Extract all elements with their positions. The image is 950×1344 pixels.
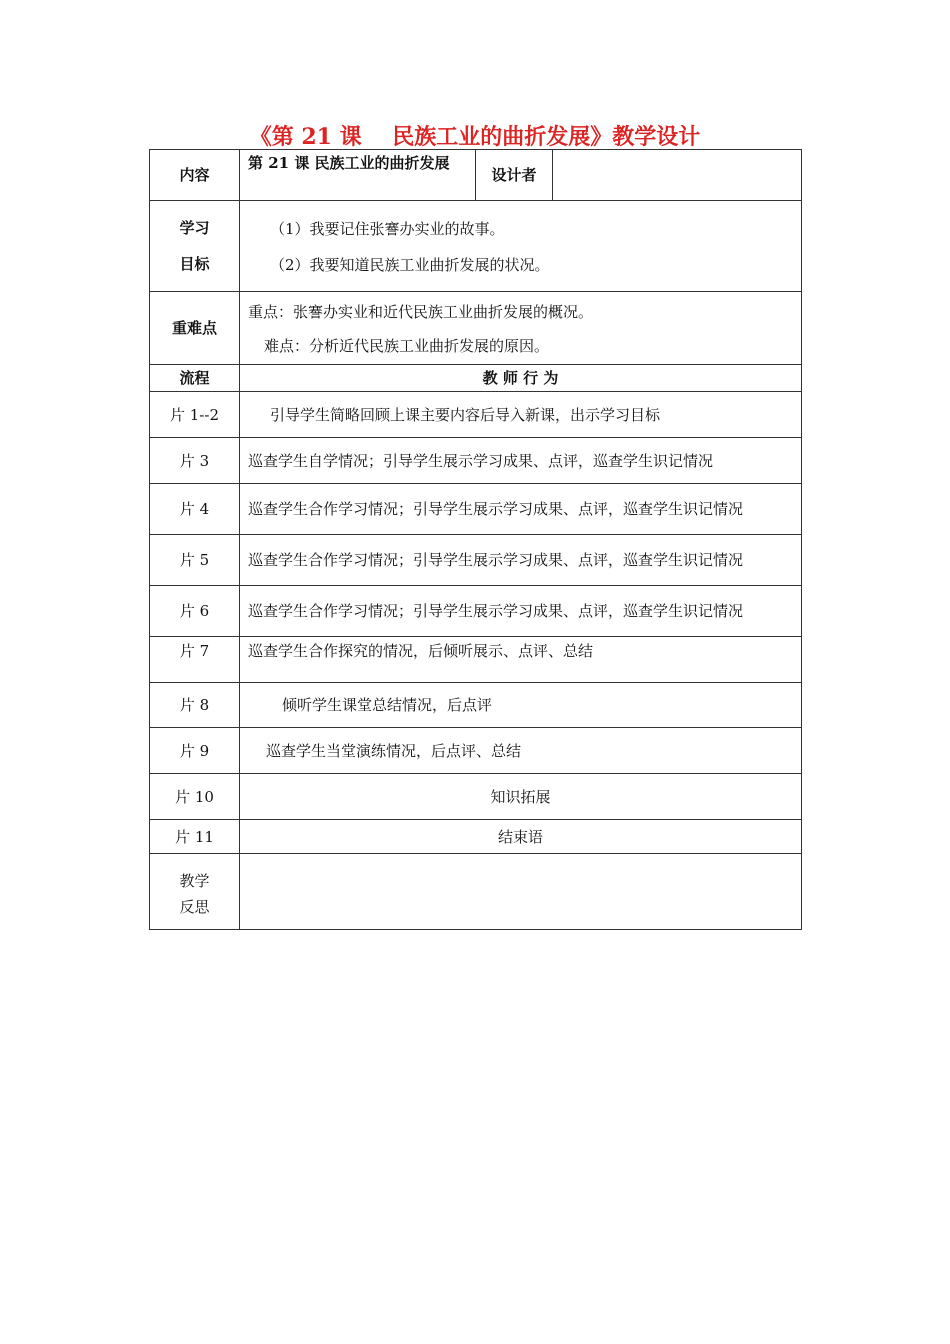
goals-row: [150, 201, 802, 292]
slide-cell: 片 1--2: [150, 392, 240, 438]
flow-header-row: [150, 365, 802, 392]
slide-cell: 片 3: [150, 438, 240, 484]
slide-cell: 片 6: [150, 586, 240, 637]
table-row: [150, 392, 802, 438]
slide-cell: 片 7: [150, 637, 240, 683]
table-row: [150, 728, 802, 774]
table-row: [150, 820, 802, 854]
table-row: [150, 774, 802, 820]
goals-label-line1: 学习: [179, 219, 210, 237]
table-row: [150, 535, 802, 586]
goal-item: （2）我要知道民族工业曲折发展的状况。: [270, 256, 550, 274]
header-row: [150, 150, 802, 201]
reflection-label-line2: 反思: [179, 898, 210, 916]
action-cell: 倾听学生课堂总结情况，后点评: [240, 683, 802, 728]
slide-cell: 片 5: [150, 535, 240, 586]
content-label: 内容: [150, 150, 240, 201]
goals-label: [150, 201, 240, 292]
reflection-label-line1: 教学: [179, 872, 210, 890]
goal-item: （1）我要记住张謇办实业的故事。: [270, 220, 505, 238]
action-cell: 知识拓展: [240, 774, 802, 820]
reflection-value: [240, 854, 802, 930]
table-row: [150, 484, 802, 535]
designer-label: 设计者: [476, 150, 553, 201]
key-point-difficulty: 难点：分析近代民族工业曲折发展的原因。: [264, 337, 550, 355]
teacher-action-header: 教 师 行 为: [240, 365, 802, 392]
key-points-row: [150, 292, 802, 365]
action-cell: 巡查学生合作学习情况；引导学生展示学习成果、点评，巡查学生识记情况: [240, 535, 802, 586]
key-points-label: 重难点: [150, 292, 240, 365]
goals-label-line2: 目标: [179, 255, 210, 273]
table-row: [150, 438, 802, 484]
content-value: 第 21 课 民族工业的曲折发展: [240, 150, 476, 201]
table-row: [150, 637, 802, 683]
action-cell: 巡查学生合作学习情况；引导学生展示学习成果、点评，巡查学生识记情况: [240, 586, 802, 637]
table-row: [150, 683, 802, 728]
reflection-row: [150, 854, 802, 930]
slide-cell: 片 8: [150, 683, 240, 728]
slide-cell: 片 10: [150, 774, 240, 820]
action-cell: 巡查学生合作探究的情况，后倾听展示、点评、总结: [240, 637, 802, 683]
document-title: 《第 21 课 民族工业的曲折发展》教学设计: [249, 124, 701, 150]
flow-label: 流程: [150, 365, 240, 392]
lesson-plan-table: [149, 149, 802, 930]
goals-content: [240, 201, 802, 292]
reflection-label: [150, 854, 240, 930]
slide-cell: 片 4: [150, 484, 240, 535]
action-cell: 巡查学生当堂演练情况，后点评、总结: [240, 728, 802, 774]
designer-value: [553, 150, 802, 201]
slide-cell: 片 11: [150, 820, 240, 854]
action-cell: 引导学生简略回顾上课主要内容后导入新课，出示学习目标: [240, 392, 802, 438]
key-point-focus: 重点：张謇办实业和近代民族工业曲折发展的概况。: [248, 303, 594, 321]
action-cell: 巡查学生合作学习情况；引导学生展示学习成果、点评，巡查学生识记情况: [240, 484, 802, 535]
slide-cell: 片 9: [150, 728, 240, 774]
action-cell: 巡查学生自学情况；引导学生展示学习成果、点评，巡查学生识记情况: [240, 438, 802, 484]
action-cell: 结束语: [240, 820, 802, 854]
key-points-content: [240, 292, 802, 365]
table-row: [150, 586, 802, 637]
